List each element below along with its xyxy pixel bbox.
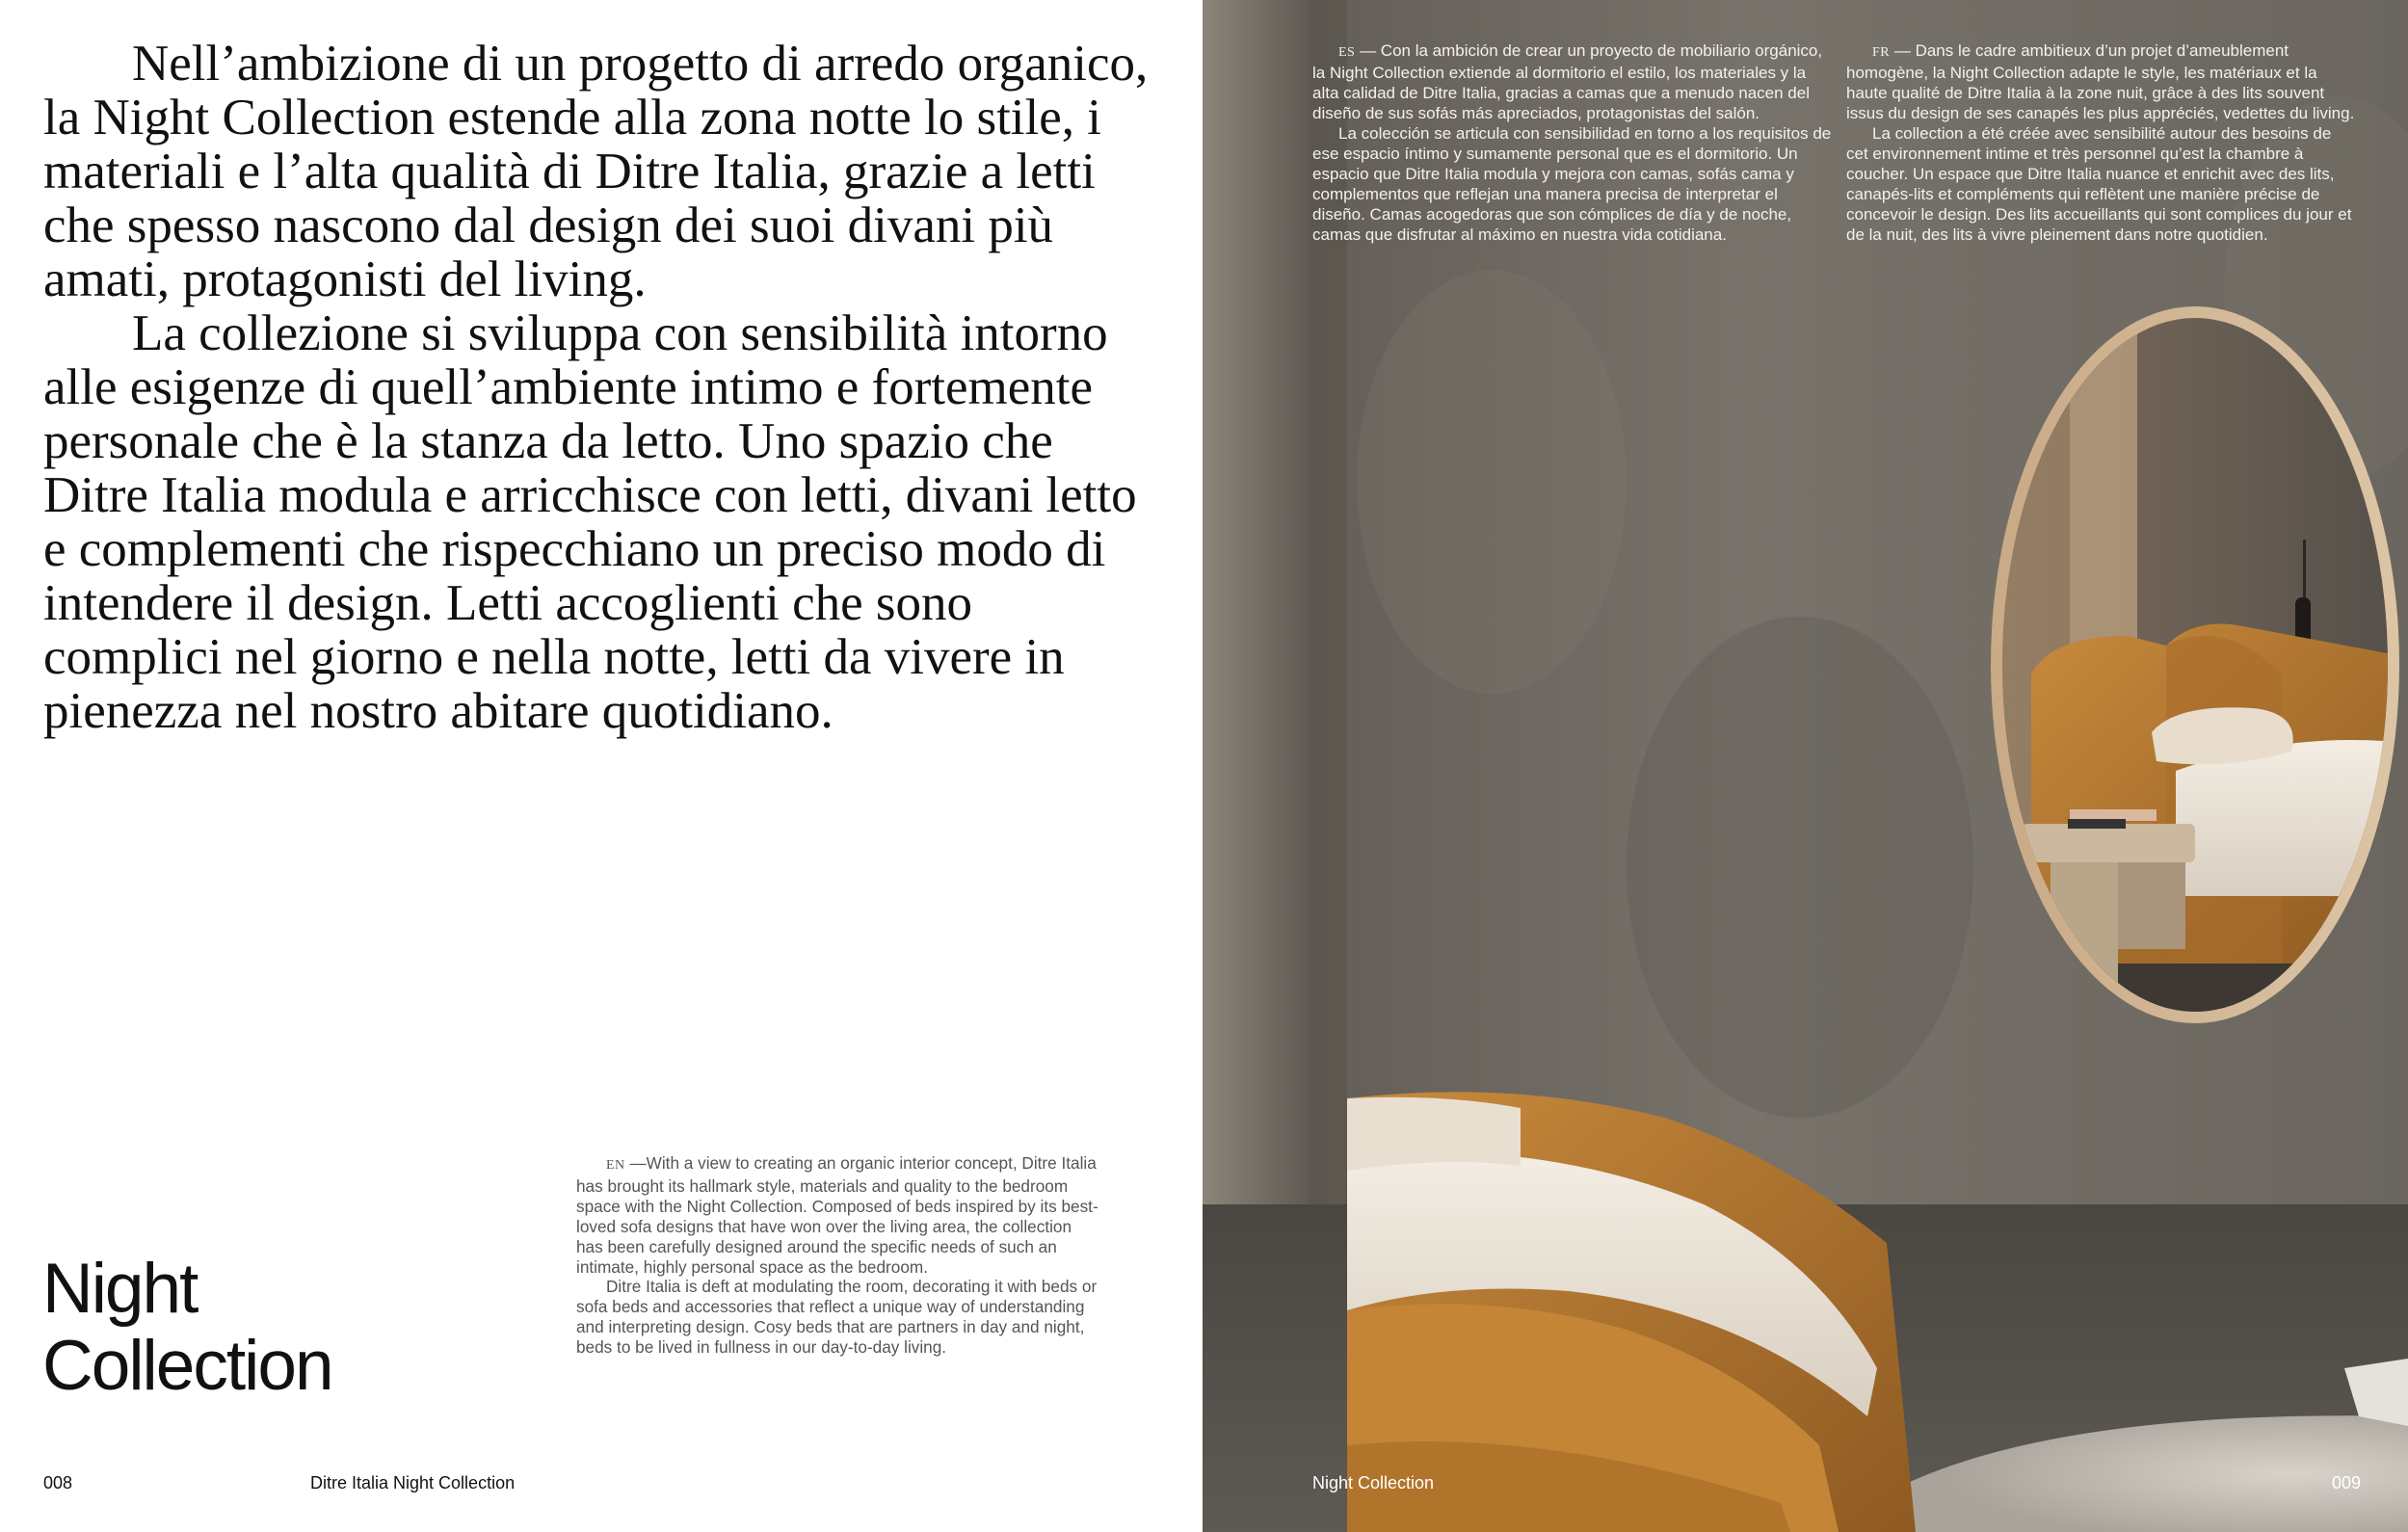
english-paragraph-2: Ditre Italia is deft at modulating the room, decorating it with beds or sofa beds and accessories that reflect a unique way of understanding and interpreting design. Cosy beds that are partners in day and night, beds to be lived in fullness in our day-to-day living. <box>576 1277 1098 1358</box>
spanish-paragraph-1-text: Con la ambición de crear un proyecto de mobiliario orgánico, la Night Collection extiende al dormitorio el estilo, los materiales y la alta calidad de Ditre Italia, gracias a camas que a menudo nacen del diseño de sus sofás más apreciados, protagonistas del salón. <box>1312 41 1823 122</box>
spanish-separator: — <box>1355 41 1381 60</box>
section-title <box>42 1251 332 1405</box>
french-paragraph-1-text: Dans le cadre ambitieux d’un projet d’ameublement homogène, la Night Collection adapte le style, les matériaux et la haute qualité de Ditre Italia à la zone nuit, grâce à des lits souvent issus du design de ses canapés les plus appréciés, vedettes du living. <box>1846 41 2355 122</box>
french-paragraph-2: La collection a été créée avec sensibilité autour des besoins de cet environnement intime et très personnel qu’est la chambre à coucher. Un espace que Ditre Italia nuance et enrichit avec des lits, canapés-lits et compléments qui reflètent une manière précise de concevoir le design. Des lits accueillants qui sont complices du jour et de la nuit, des lits à vivre pleinement dans notre quotidien. <box>1846 124 2352 244</box>
french-paragraph-1 <box>1846 40 2357 123</box>
left-page <box>0 0 1203 1532</box>
english-paragraph-1 <box>576 1153 1101 1277</box>
english-lang-tag: EN <box>606 1158 625 1173</box>
title-line-1: Night <box>42 1250 198 1328</box>
english-text-block <box>576 1153 1101 1358</box>
french-text-block <box>1846 40 2357 245</box>
running-title-right: Night Collection <box>1312 1473 1435 1492</box>
foreground-blanket <box>1347 1097 1521 1171</box>
right-page <box>1203 0 2408 1532</box>
french-lang-tag: FR <box>1872 45 1891 60</box>
spanish-lang-tag: ES <box>1338 45 1356 60</box>
italian-paragraph-2: La collezione si sviluppa con sensibilità intorno alle esigenze di quell’ambiente intimo e fortemente personale che è la stanza da letto. Uno spazio che Ditre Italia modula e arricchisce con letti, divani letto e complementi che rispecchiano un preciso modo di intendere il design. Letti accoglienti che sono complici nel giorno e nella notte, letti da vivere in pienezza nel nostro abitare quotidiano. <box>43 305 1137 739</box>
italian-paragraph-1: Nell’ambizione di un progetto di arredo organico, la Night Collection estende alla zona notte lo stile, i materiali e l’alta qualità di Ditre Italia, grazie a letti che spesso nascono dal design dei suoi divani più amati, protagonisti del living. <box>43 36 1149 307</box>
spanish-paragraph-1 <box>1312 40 1833 123</box>
english-separator: — <box>624 1153 647 1173</box>
spanish-paragraph-2: La colección se articula con sensibilidad en torno a los requisitos de ese espacio íntimo y sumamente personal que es el dormitorio. Un espacio que Ditre Italia modula y mejora con camas, sofás cama y complementos que reflejan una manera precisa de interpretar el diseño. Camas acogedoras que son cómplices de día y de noche, camas que disfrutar al máximo en nuestra vida cotidiana. <box>1312 124 1832 244</box>
spanish-text-block <box>1312 40 1833 245</box>
page-number-right: 009 <box>2332 1473 2362 1492</box>
page-number-left: 008 <box>43 1473 73 1492</box>
english-paragraph-1-text: With a view to creating an organic interior concept, Ditre Italia has brought its hallmark style, materials and quality to the bedroom space with the Night Collection. Composed of beds inspired by its best-loved sofa designs that have won over the living area, the collection has been carefully designed around the specific needs of such an intimate, highly personal space as the bedroom. <box>576 1153 1098 1277</box>
running-title-left: Ditre Italia Night Collection <box>310 1473 516 1492</box>
italian-body-text <box>43 37 1161 738</box>
french-separator: — <box>1890 41 1916 60</box>
title-line-2: Collection <box>42 1327 332 1405</box>
